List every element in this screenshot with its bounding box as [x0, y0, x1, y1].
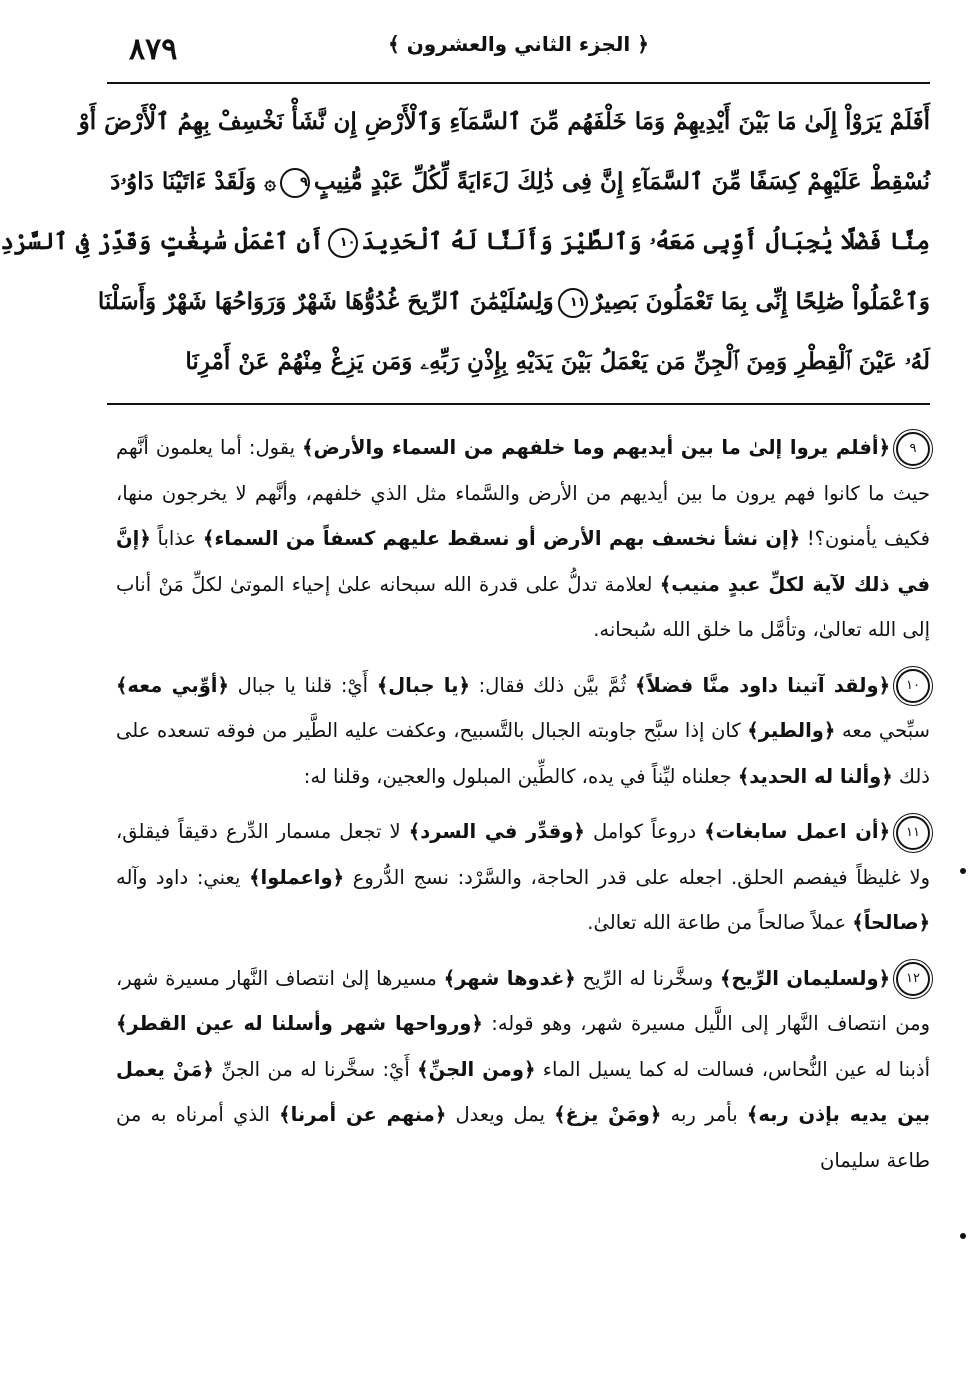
text: يقول: أما يعلمون أنَّهم حيث ما كانوا فهم يرون ما بين أيديهم من الأرض والسَّماء مثل الذي خلفهم، وأنَّهم لا يخرجون منها، فكيف يأمنون؟!: [116, 436, 930, 550]
quran-line-2-text: نُسْقِطْ عَلَيْهِمْ كِسَفًا مِّنَ ٱلسَّمَآءِ إِنَّ فِى ذَٰلِكَ لَءَايَةً لِّكُلِّ عَبْدٍ مُّنِيبٍ: [313, 168, 930, 195]
text: عذاباً: [150, 527, 203, 550]
text: كان إذا سبَّح جاوبته الجبال بالتَّسبيح، وعكفت عليه الطَّير من فوقه تسعده على ذلك: [116, 719, 930, 788]
quote: ﴿إن نشأ نخسف بهم الأرض أو نسقط عليهم كسفاً من السماء﴾: [202, 527, 801, 550]
quote: ﴿والطير﴾: [747, 719, 836, 742]
quote: ﴿ومن الجنِّ﴾: [417, 1057, 536, 1081]
quran-line-2: [110, 152, 930, 212]
quran-text-block: [0, 92, 930, 392]
margin-dot: [960, 868, 966, 874]
quran-line-5: لَهُۥ عَيْنَ ٱلْقِطْرِ وَمِنَ ٱلْجِنِّ مَن يَعْمَلُ بَيْنَ يَدَيْهِ بِإِذْنِ رَبِّهِۦ وَمَن يَزِغْ مِنْهُمْ عَنْ أَمْرِنَا: [185, 348, 930, 375]
text: بأمر ربه: [661, 1103, 747, 1126]
text: سبِّحي معه: [835, 719, 930, 742]
quote: ﴿أن اعمل سابغات﴾: [704, 820, 891, 843]
verse-marker-11: ١١: [558, 288, 588, 318]
verse-marker-9: ٩: [280, 168, 310, 198]
text: أذبنا له عين النُّحاس، فسالت له كما يسيل الماء: [535, 1057, 930, 1081]
commentary-verse-9: [116, 425, 930, 653]
quote: ﴿صالحاً﴾: [852, 911, 930, 934]
text: أَيْ: قلنا يا جبال: [228, 673, 377, 697]
quote: ﴿ولسليمان الرِّيح﴾: [719, 966, 891, 990]
text: ثُمَّ بيَّن ذلك فقال:: [469, 673, 635, 697]
quran-line-3-text: مِنَّا فَضْلًا يَٰجِبَالُ أَوِّبِى مَعَهُۥ وَٱلطَّيْرَ وَأَلَنَّا لَهُ ٱلْحَدِيدَ: [361, 228, 930, 255]
quote: ﴿وألنا له الحديد﴾: [737, 764, 893, 788]
quote: ﴿إنَّ في ذلك لآية لكلِّ عبدٍ منيب﴾: [116, 527, 930, 596]
text: لعلامة تدلُّ على قدرة الله سبحانه علىٰ إحياء الموتىٰ لكلِّ مَنْ أناب إلى الله تعالىٰ، وتأمَّل ما خلق الله سُبحانه.: [116, 572, 930, 641]
margin-dot: [960, 1233, 966, 1239]
verse-number-badge-11: ١١: [896, 816, 930, 850]
text: يمل ويعدل: [446, 1103, 555, 1126]
quote: ﴿غدوها شهر﴾: [443, 966, 576, 990]
quote: ﴿وقدِّر في السرد﴾: [408, 820, 585, 843]
commentary-verse-12: [116, 956, 930, 1184]
quote: ﴿مَنْ يعمل بين يديه بإذن ربه﴾: [116, 1057, 931, 1126]
top-rule: [107, 82, 930, 84]
hizb-flower-icon: ۞: [264, 170, 276, 194]
text: دروعاً كوامل: [584, 820, 705, 843]
quote: ﴿أوِّبي معه﴾: [116, 673, 229, 697]
quote: ﴿أفلم يروا إلىٰ ما بين أيديهم وما خلفهم من السماء والأرض﴾: [302, 436, 890, 459]
quran-line-2-tail: وَلَقَدْ ءَاتَيْنَا دَاوُۥدَ: [110, 168, 257, 195]
text: وسخَّرنا له الرِّيح: [575, 966, 720, 990]
text: أَيْ: سخَّرنا له من الجنِّ: [213, 1057, 418, 1081]
page-header: [107, 20, 930, 68]
quote: ﴿يا جبال﴾: [376, 673, 470, 697]
commentary-block: [116, 425, 930, 1193]
quran-line-4: [97, 272, 930, 332]
middle-rule: [107, 403, 930, 405]
quran-line-1: أَفَلَمْ يَرَوْاْ إِلَىٰ مَا بَيْنَ أَيْدِيهِمْ وَمَا خَلْفَهُم مِّنَ ٱلسَّمَآءِ وَٱلْأَرْضِ إِن نَّشَأْ نَخْسِفْ بِهِمُ ٱلْأَرْضَ أَوْ: [78, 108, 930, 135]
quran-line-3: [0, 212, 930, 272]
quran-line-4-tail: وَلِسُلَيْمَٰنَ ٱلرِّيحَ غُدُوُّهَا شَهْرٌ وَرَوَاحُهَا شَهْرٌ وَأَسَلْنَا: [97, 288, 554, 315]
quote: ﴿ومَنْ يزغ﴾: [554, 1103, 662, 1126]
text: الذي أمرناه به من طاعة سليمان: [116, 1103, 930, 1172]
running-title: ﴿ الجزء الثاني والعشرون ﴾: [388, 32, 649, 56]
text: عملاً صالحاً من طاعة الله تعالىٰ.: [587, 911, 853, 934]
quran-line-3-tail: أَنِ ٱعْمَلْ سَٰبِغَٰتٍ وَقَدِّرْ فِى ٱلسَّرْدِ: [0, 228, 324, 255]
text: جعلناه ليِّناً في يده، كالطِّين المبلول والعجين، وقلنا له:: [303, 764, 738, 788]
verse-number-badge-12: ١٢: [896, 962, 930, 996]
commentary-verse-10: [116, 663, 930, 800]
commentary-verse-11: [116, 809, 930, 946]
verse-marker-10: ١٠: [328, 228, 358, 258]
quran-line-4-text: وَٱعْمَلُواْ صَٰلِحًا إِنِّى بِمَا تَعْمَلُونَ بَصِيرٌ: [591, 288, 930, 315]
verse-number-badge-10: ١٠: [896, 669, 930, 703]
page-number: ٨٧٩: [129, 32, 178, 67]
verse-number-badge-9: ٩: [896, 432, 930, 466]
quote: ﴿منهم عن أمرنا﴾: [279, 1103, 447, 1126]
quote: ﴿ولقد آتينا داود منَّا فضلاً﴾: [634, 673, 891, 697]
text: لا تجعل مسمار الدِّرع دقيقاً فيقلق، ولا غليظاً فيفصم الحلق. اجعله على قدر الحاجة، والسَّرْد: نسج الدُّروع: [116, 820, 930, 889]
quote: ﴿واعملوا﴾: [249, 865, 344, 889]
text: مسيرها إلىٰ انتصاف النَّهار مسيرة شهر، ومن انتصاف النَّهار إلى اللَّيل مسيرة شهر، وهو قوله:: [116, 966, 930, 1035]
quote: ﴿ورواحها شهر وأسلنا له عين القطر﴾: [116, 1012, 483, 1035]
text: يعني: داود وآله: [116, 865, 250, 889]
